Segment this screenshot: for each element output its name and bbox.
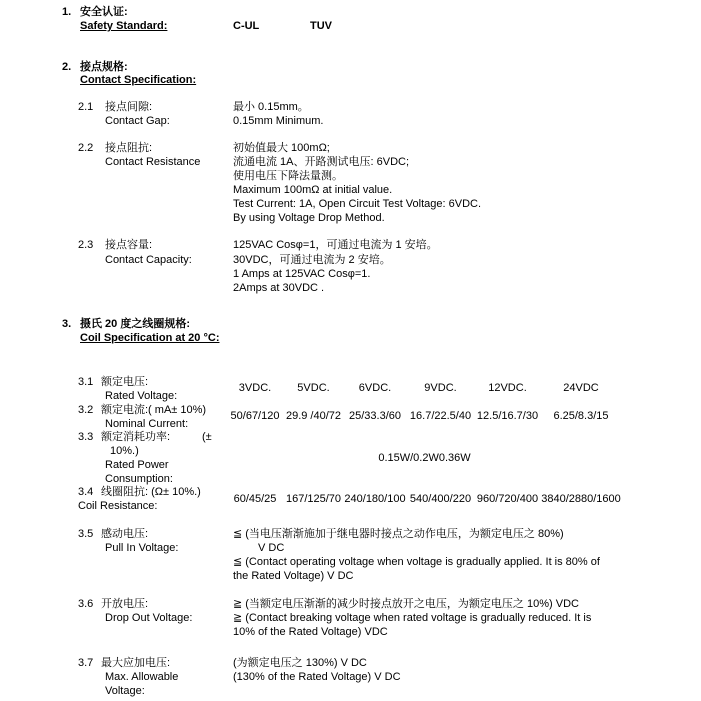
section-2-title-cn: 接点规格: [80,61,128,73]
section-1-title-en: Safety Standard: [80,20,168,32]
contact-capacity-line: 2Amps at 30VDC . [233,282,325,294]
coil-resistance-cell: 960/720/400 [476,493,539,505]
item-3-7-number: 3.7 [78,657,94,669]
rated-voltage-cell: 5VDC. [297,382,330,394]
item-3-3-number: 3.3 [78,431,94,443]
max-voltage-label-en: Max. Allowable [105,671,179,683]
contact-resistance-line: 初始值最大 100mΩ; [233,142,330,154]
max-voltage-line: (为额定电压之 130%) V DC [233,657,367,669]
contact-capacity-line: 1 Amps at 125VAC Cosφ=1. [233,268,371,280]
section-1-number: 1. [62,6,72,18]
pull-in-voltage-label-cn: 感动电压: [101,528,149,540]
coil-resistance-label-en: Coil Resistance: [78,500,158,512]
rated-power-label-cn: 额定消耗功率: [101,431,171,443]
rated-power-tolerance: 10%.) [110,445,139,457]
coil-resistance-cell: 60/45/25 [233,493,277,505]
contact-resistance-label-cn: 接点阻抗: [105,142,153,154]
contact-gap-value: 0.15mm Minimum. [233,115,324,127]
rated-voltage-cell: 24VDC [563,382,599,394]
item-3-4-number: 3.4 [78,486,94,498]
coil-resistance-label-cn: 线圈阻抗: (Ω± 10%.) [101,486,201,498]
max-voltage-label-en: Voltage: [105,685,145,697]
contact-gap-label-en: Contact Gap: [105,115,170,127]
rated-voltage-label-en: Rated Voltage: [105,390,178,402]
rated-voltage-cell: 9VDC. [424,382,457,394]
drop-out-voltage-line: ≧ (Contact breaking voltage when rated voltage is gradually reduced. It is [233,612,592,624]
pull-in-voltage-line: ≦ (Contact operating voltage when voltage is gradually applied. It is 80% of [233,556,600,568]
rated-voltage-cell: 3VDC. [238,382,272,394]
nominal-current-cell: 6.25/8.3/15 [553,410,609,422]
drop-out-voltage-label-en: Drop Out Voltage: [105,612,193,624]
item-3-6-number: 3.6 [78,598,94,610]
contact-resistance-line: Maximum 100mΩ at initial value. [233,184,393,196]
item-2-3-number: 2.3 [78,239,94,251]
contact-resistance-line: 使用电压下降法量测。 [233,170,343,182]
max-voltage-line: (130% of the Rated Voltage) V DC [233,671,401,683]
contact-capacity-line: 125VAC Cosφ=1，可通过电流为 1 安培。 [233,239,438,251]
drop-out-voltage-line: ≧ (当额定电压渐渐的减少时接点放开之电压，为额定电压之 10%) VDC [233,598,579,610]
coil-resistance-cell: 3840/2880/1600 [541,493,621,505]
section-3-title-en: Coil Specification at 20 °C: [80,332,220,344]
section-2-title-en: Contact Specification: [80,74,197,86]
rated-power-label-en: Consumption: [105,473,173,485]
drop-out-voltage-label-cn: 开放电压: [101,598,149,610]
section-3-number: 3. [62,318,72,330]
nominal-current-cell: 16.7/22.5/40 [409,410,472,422]
contact-gap-value: 最小 0.15mm。 [233,101,309,113]
coil-resistance-cell: 240/180/100 [344,493,406,505]
section-2-number: 2. [62,61,72,73]
contact-resistance-line: Test Current: 1A, Open Circuit Test Voltage: 6VDC. [233,198,482,210]
item-3-1-number: 3.1 [78,376,94,388]
rated-power-value: 0.15W/0.2W0.36W [378,452,471,464]
rated-voltage-label-cn: 额定电压: [101,376,149,388]
rated-voltage-cell: 12VDC. [488,382,527,394]
contact-capacity-label-en: Contact Capacity: [105,254,192,266]
coil-resistance-cell: 167/125/70 [285,493,342,505]
coil-resistance-cell: 540/400/220 [409,493,472,505]
nominal-current-cell: 50/67/120 [230,410,280,422]
standard-tuv: TUV [310,20,332,32]
pull-in-voltage-label-en: Pull In Voltage: [105,542,179,554]
contact-resistance-line: By using Voltage Drop Method. [233,212,385,224]
rated-power-tolerance: (± [202,431,212,443]
section-3-title-cn: 摄氏 20 度之线圈规格: [80,318,191,330]
item-3-2-number: 3.2 [78,404,94,416]
pull-in-voltage-line: ≦ (当电压渐渐施加于继电器时接点之动作电压，为额定电压之 80%) [233,528,564,540]
item-2-1-number: 2.1 [78,101,94,113]
section-1-title-cn: 安全认证: [80,6,128,18]
nominal-current-cell: 25/33.3/60 [349,410,401,422]
drop-out-voltage-line: 10% of the Rated Voltage) VDC [233,626,388,638]
rated-power-label-en: Rated Power [105,459,169,471]
nominal-current-label-cn: 额定电流:( mA± 10%) [101,404,207,416]
contact-gap-label-cn: 接点间隙: [105,101,153,113]
contact-resistance-label-en: Contact Resistance [105,156,201,168]
nominal-current-label-en: Nominal Current: [105,418,189,430]
contact-capacity-line: 30VDC，可通过电流为 2 安培。 [233,254,391,266]
contact-resistance-line: 流通电流 1A、开路测试电压: 6VDC; [233,156,410,168]
max-voltage-label-cn: 最大应加电压: [101,657,171,669]
pull-in-voltage-line: the Rated Voltage) V DC [233,570,354,582]
standard-c-ul: C-UL [233,20,260,32]
nominal-current-cell: 12.5/16.7/30 [476,410,539,422]
pull-in-voltage-line: V DC [258,542,285,554]
contact-capacity-label-cn: 接点容量: [105,239,153,251]
item-3-5-number: 3.5 [78,528,94,540]
rated-voltage-cell: 6VDC. [358,382,392,394]
item-2-2-number: 2.2 [78,142,94,154]
nominal-current-cell: 29.9 /40/72 [285,410,342,422]
